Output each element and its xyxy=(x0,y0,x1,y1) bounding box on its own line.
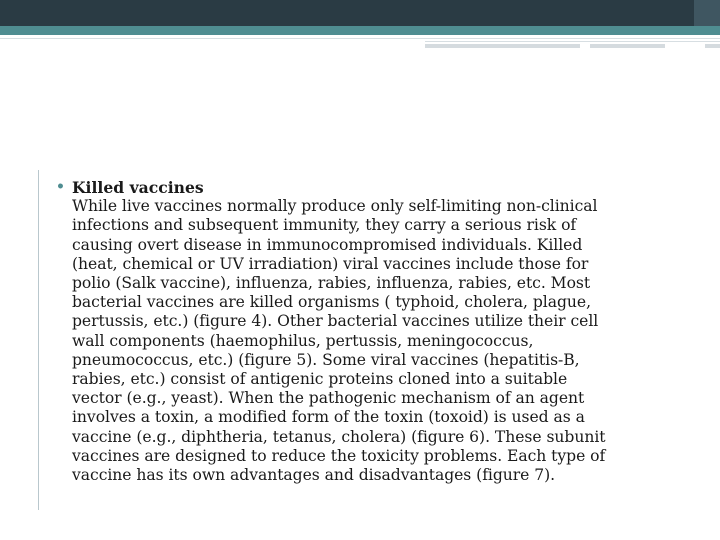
heading-text: Killed vaccines xyxy=(72,178,204,197)
divider-line-top xyxy=(0,38,720,39)
slide-content xyxy=(52,178,692,485)
header-corner-block xyxy=(694,0,720,26)
decor-tab-middle xyxy=(590,44,665,48)
header-accent-stripe xyxy=(0,26,720,35)
header-bar xyxy=(0,0,720,26)
bullet-icon: • xyxy=(56,179,65,195)
divider-line-right xyxy=(425,41,720,42)
decor-tab-left xyxy=(425,44,580,48)
decor-tab-right xyxy=(705,44,720,48)
content-left-rule xyxy=(38,170,39,510)
bullet-item-heading xyxy=(52,178,692,197)
bullet-item-body: While live vaccines normally produce only self-limiting non-clinical infections and subsequent immunity, they carry a serious risk of causing overt disease in immunocompromised individuals. Killed (heat, chemical or UV irradiation) viral vaccines include those for polio (Salk vaccine), influenza, rabies, influenza, rabies, etc. Most bacterial vaccines are killed organisms ( typhoid, cholera, plague, pertussis, etc.) (figure 4). Other bacterial vaccines utilize their cell wall components (haemophilus, pertussis, meningococcus, pneumococcus, etc.) (figure 5). Some viral vaccines (hepatitis-B, rabies, etc.) consist of antigenic proteins cloned into a suitable vector (e.g., yeast). When the pathogenic mechanism of an agent involves a toxin, a modified form of the toxin (toxoid) is used as a vaccine (e.g., diphtheria, tetanus, cholera) (figure 6). These subunit vaccines are designed to reduce the toxicity problems. Each type of vaccine has its own advantages and disadvantages (figure 7). xyxy=(72,197,606,485)
